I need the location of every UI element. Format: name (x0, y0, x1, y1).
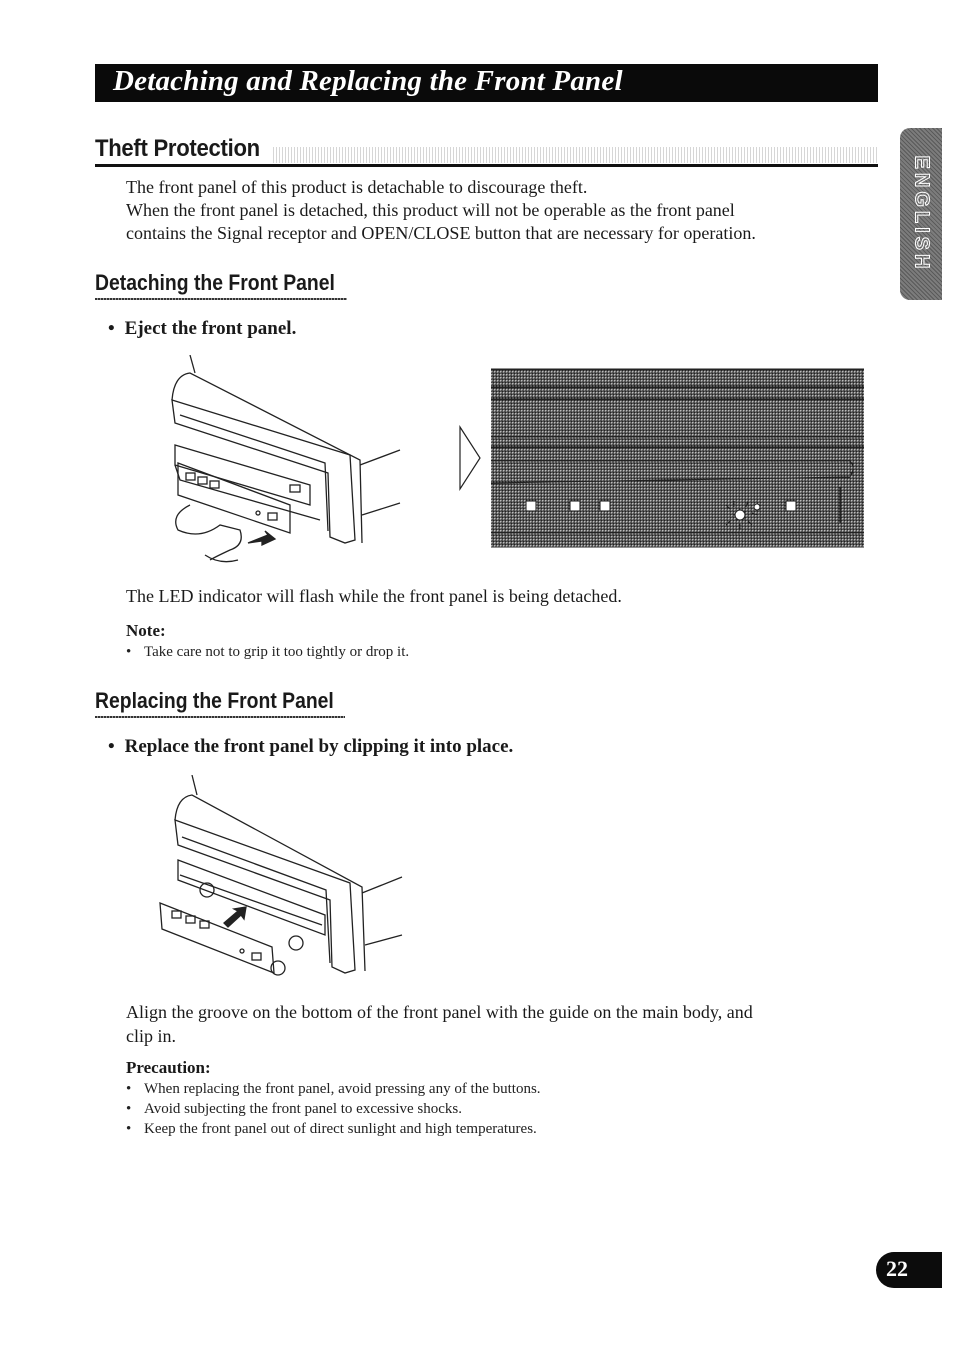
theft-line-1: The front panel of this product is detachable to discourage theft. (126, 177, 588, 197)
detaching-heading: Detaching the Front Panel (95, 270, 335, 295)
precaution-title: Precaution: (126, 1058, 211, 1077)
replace-instruction (108, 736, 513, 758)
transition-arrow-icon (458, 425, 484, 491)
detach-illustration (150, 355, 420, 570)
theft-protection-heading (95, 135, 878, 167)
replace-instruction-text: Replace the front panel by clipping it into place. (124, 736, 514, 757)
detach-instruction-text: Eject the front panel. (124, 318, 297, 339)
language-tab (900, 128, 942, 300)
replace-caption (126, 1000, 753, 1048)
bullet: • (126, 644, 132, 660)
language-tab-label: ENGLISH (910, 155, 933, 273)
bullet: • (108, 736, 115, 757)
heading-dotted-fill (273, 147, 878, 163)
note-title: Note: (126, 621, 166, 640)
note-item-text: Take care not to grip it too tightly or drop it. (144, 644, 410, 660)
note-item (126, 642, 409, 662)
page-number-tab (876, 1252, 942, 1288)
page-number: 22 (886, 1256, 908, 1281)
precaution-item (126, 1099, 541, 1119)
theft-line-2: When the front panel is detached, this product will not be operable as the front panel (126, 200, 735, 220)
detach-caption: The LED indicator will flash while the front panel is being detached. (126, 586, 622, 606)
replacing-heading: Replacing the Front Panel (95, 688, 334, 713)
theft-paragraph (126, 176, 756, 245)
heading-rule (95, 164, 878, 167)
bullet: • (126, 1101, 132, 1117)
replace-caption-line-2: clip in. (126, 1026, 176, 1046)
page-title: Detaching and Replacing the Front Panel (113, 65, 623, 97)
detaching-heading-rule (95, 298, 347, 300)
replace-caption-line-1: Align the groove on the bottom of the front panel with the guide on the main body, and (126, 1002, 753, 1022)
precaution-item (126, 1079, 541, 1099)
section-title-bar (95, 64, 878, 102)
precaution-item-text: When replacing the front panel, avoid pressing any of the buttons. (144, 1081, 541, 1097)
theft-protection-title: Theft Protection (95, 135, 260, 162)
bullet: • (126, 1121, 132, 1137)
theft-line-3: contains the Signal receptor and OPEN/CLOSE button that are necessary for operation. (126, 223, 756, 243)
led-panel-closeup (490, 367, 866, 549)
bullet: • (108, 318, 115, 339)
precaution-item-text: Keep the front panel out of direct sunlight and high temperatures. (144, 1121, 537, 1137)
detach-instruction (108, 318, 296, 340)
replace-illustration (150, 775, 420, 985)
precaution-item-text: Avoid subjecting the front panel to excessive shocks. (144, 1101, 462, 1117)
bullet: • (126, 1081, 132, 1097)
precaution-list (126, 1079, 541, 1139)
replacing-heading-rule (95, 716, 345, 718)
precaution-item (126, 1119, 541, 1139)
